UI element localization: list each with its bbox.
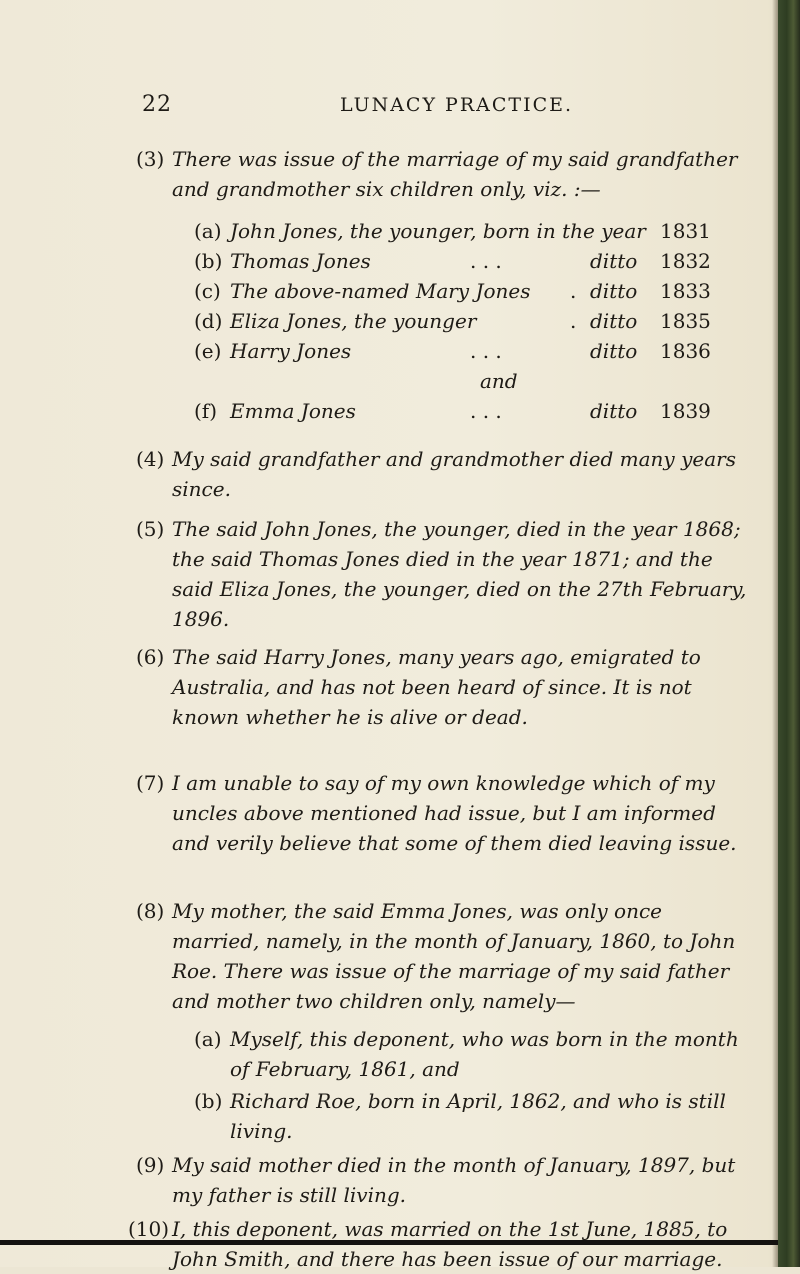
child-name: The above-named Mary Jones xyxy=(230,279,531,303)
child-row xyxy=(194,216,750,246)
leader-dots: . xyxy=(570,279,577,303)
paragraph-number: (9) xyxy=(136,1153,165,1177)
paragraph-10 xyxy=(128,1214,752,1274)
item-text: Richard Roe, born in April, 1862, and who is still living. xyxy=(230,1089,726,1143)
child-letter: (c) xyxy=(194,279,221,303)
paragraph-text: My said grandfather and grandmother died many years since. xyxy=(172,447,736,501)
child-year: 1839 xyxy=(660,399,711,423)
paragraph-7 xyxy=(136,768,752,858)
child-year: 1832 xyxy=(660,249,711,273)
paragraph-text: My mother, the said Emma Jones, was only once married, namely, in the month of January, 1860, to John Roe. There was issue of the marriage of my said father and mother two children only, namely— xyxy=(172,899,736,1013)
leader-dots: . . . xyxy=(470,399,502,423)
child-letter: (a) xyxy=(194,219,222,243)
paragraph-text: The said Harry Jones, many years ago, emigrated to Australia, and has not been heard of since. It is not known whether he is alive or dead. xyxy=(172,645,701,729)
item-letter: (b) xyxy=(194,1089,223,1113)
paragraph-text: I am unable to say of my own knowledge which of my uncles above mentioned had issue, but I am informed and verily believe that some of them died leaving issue. xyxy=(172,771,737,855)
item-letter: (a) xyxy=(194,1027,222,1051)
and-connector: and xyxy=(480,369,518,393)
paragraph-6 xyxy=(136,642,752,732)
leader-dots: . . . xyxy=(470,339,502,363)
paragraph-number: (8) xyxy=(136,899,165,923)
child-row xyxy=(194,246,750,276)
child-letter: (b) xyxy=(194,249,223,273)
paragraph-9 xyxy=(136,1150,752,1210)
paragraph-number: (4) xyxy=(136,447,165,471)
child-year: 1835 xyxy=(660,309,711,333)
book-spine xyxy=(778,0,800,1267)
child-year: 1836 xyxy=(660,339,711,363)
paragraph-8-item-b xyxy=(194,1086,760,1146)
child-row xyxy=(194,306,750,336)
leader-dots: . . . xyxy=(470,249,502,273)
child-ditto: ditto xyxy=(590,249,638,273)
child-letter: (d) xyxy=(194,309,223,333)
paragraph-number: (7) xyxy=(136,771,165,795)
child-year: 1831 xyxy=(660,219,711,243)
child-ditto: ditto xyxy=(590,399,638,423)
paragraph-8 xyxy=(136,896,752,1016)
child-ditto: ditto xyxy=(590,309,638,333)
paragraph-number: (3) xyxy=(136,147,165,171)
child-name: Eliza Jones, the younger xyxy=(230,309,477,333)
paragraph-number: (5) xyxy=(136,517,165,541)
paragraph-number: (10) xyxy=(128,1217,170,1241)
paragraph-number: (6) xyxy=(136,645,165,669)
child-letter: (f) xyxy=(194,399,218,423)
paragraph-text: My said mother died in the month of January, 1897, but my father is still living. xyxy=(172,1153,736,1207)
child-row xyxy=(194,396,750,426)
child-name: Harry Jones xyxy=(230,339,352,363)
child-year: 1833 xyxy=(660,279,711,303)
child-letter: (e) xyxy=(194,339,222,363)
paragraph-5 xyxy=(136,514,752,634)
paragraph-text: I, this deponent, was married on the 1st June, 1885, to John Smith, and there has been issue of our marriage. xyxy=(172,1217,728,1271)
leader-dots: . xyxy=(570,309,577,333)
paragraph-4 xyxy=(136,444,752,504)
running-head: LUNACY PRACTICE. xyxy=(340,94,574,116)
child-name: Thomas Jones xyxy=(230,249,371,273)
page-number: 22 xyxy=(142,92,172,117)
paragraph-3 xyxy=(136,144,752,204)
child-name: John Jones, the younger, born in the year xyxy=(230,219,646,243)
child-name: Emma Jones xyxy=(230,399,356,423)
page-header xyxy=(120,92,740,122)
paragraph-text: The said John Jones, the younger, died in the year 1868; the said Thomas Jones died in the year 1871; and the said Eliza Jones, the younger, died on the 27th February, 1896. xyxy=(172,517,747,631)
paragraph-text: There was issue of the marriage of my said grandfather and grandmother six children only, viz. :— xyxy=(172,147,738,201)
child-row xyxy=(194,276,750,306)
paragraph-8-item-a xyxy=(194,1024,760,1084)
item-text: Myself, this deponent, who was born in the month of February, 1861, and xyxy=(230,1027,739,1081)
child-ditto: ditto xyxy=(590,279,638,303)
child-ditto: ditto xyxy=(590,339,638,363)
child-row xyxy=(194,336,750,366)
